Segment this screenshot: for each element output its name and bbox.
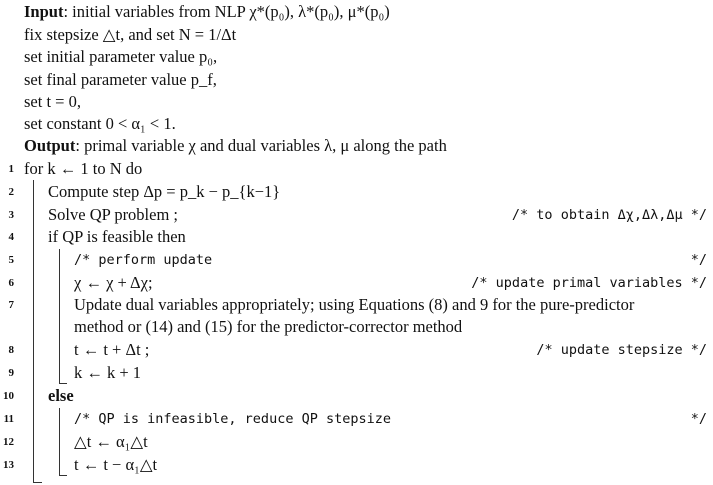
line-text-continued: method or (14) and (15) for the predictor-corrector method xyxy=(74,317,463,336)
pre-line-1 xyxy=(0,24,713,46)
line-number: 2 xyxy=(8,186,14,198)
input-description: : initial variables from NLP χ*(p₀), λ*(p₀), μ*(p₀) xyxy=(63,2,390,21)
line-comment: /* update stepsize */ xyxy=(536,342,707,358)
if-block-bar xyxy=(59,249,60,383)
line-number: 9 xyxy=(8,367,14,379)
algo-line-6 xyxy=(0,272,713,294)
line-text: χ ← χ + Δχ; xyxy=(74,273,153,292)
output-line xyxy=(0,135,713,157)
algo-line-5 xyxy=(0,249,713,271)
if-block-end xyxy=(59,383,67,384)
algo-line-1 xyxy=(0,158,713,180)
else-block-end xyxy=(59,475,67,476)
line-number: 3 xyxy=(8,209,14,221)
line-text: Update dual variables appropriately; using Equations (8) and 9 for the pure-predictor xyxy=(74,295,635,314)
line-number: 10 xyxy=(3,390,14,402)
line-text: if QP is feasible then xyxy=(48,227,186,246)
line-text: △t ← α₁△t xyxy=(74,432,148,451)
pre-line-5 xyxy=(0,113,713,135)
output-label: Output xyxy=(24,136,76,155)
pre-text-5: set constant 0 < α₁ < 1. xyxy=(24,114,176,133)
pre-line-3 xyxy=(0,69,713,91)
algo-line-12 xyxy=(0,431,713,453)
line-text: /* QP is infeasible, reduce QP stepsize xyxy=(74,411,391,427)
line-text: t ← t − α₁△t xyxy=(74,455,158,474)
algo-line-7-cont xyxy=(0,316,713,338)
line-comment: */ xyxy=(690,411,707,427)
line-text: for k ← 1 to N do xyxy=(24,159,143,178)
pre-text-4: set t = 0, xyxy=(24,92,81,111)
pre-text-2: set initial parameter value p₀, xyxy=(24,47,218,66)
algo-line-11 xyxy=(0,408,713,430)
line-text: Compute step Δp = p_k − p_{k−1} xyxy=(48,182,281,201)
input-line xyxy=(0,1,713,23)
line-text: else xyxy=(48,386,74,405)
line-number: 13 xyxy=(3,459,14,471)
line-text: Solve QP problem ; xyxy=(48,205,179,224)
line-text: k ← k + 1 xyxy=(74,363,142,382)
line-comment: */ xyxy=(690,252,707,268)
for-block-end xyxy=(33,482,42,483)
for-block-bar xyxy=(33,180,34,482)
line-number: 1 xyxy=(8,163,14,175)
line-text: /* perform update xyxy=(74,252,213,268)
else-block-bar xyxy=(59,408,60,475)
line-number: 4 xyxy=(8,231,14,243)
algo-line-2 xyxy=(0,181,713,203)
algo-line-8 xyxy=(0,339,713,361)
line-comment: /* update primal variables */ xyxy=(471,275,707,291)
pre-line-2 xyxy=(0,46,713,68)
pre-text-3: set final parameter value p_f, xyxy=(24,70,217,89)
algo-line-10 xyxy=(0,385,713,407)
input-label: Input xyxy=(24,2,64,21)
line-number: 11 xyxy=(3,413,14,425)
line-comment: /* to obtain Δχ,Δλ,Δμ */ xyxy=(511,207,707,223)
pre-line-4 xyxy=(0,91,713,113)
output-text xyxy=(24,135,447,157)
pre-text-1: fix stepsize △t, and set N = 1/Δt xyxy=(24,25,237,44)
line-number: 8 xyxy=(8,344,14,356)
output-description: : primal variable χ and dual variables λ, μ along the path xyxy=(75,136,447,155)
line-number: 12 xyxy=(3,436,14,448)
algo-line-7 xyxy=(0,294,713,316)
line-text: t ← t + Δt ; xyxy=(74,340,150,359)
algo-line-9 xyxy=(0,362,713,384)
line-number: 5 xyxy=(8,254,14,266)
input-text xyxy=(24,1,390,23)
algo-line-4 xyxy=(0,226,713,248)
algo-line-3 xyxy=(0,204,713,226)
line-number: 7 xyxy=(8,299,14,311)
line-number: 6 xyxy=(8,277,14,289)
algo-line-13 xyxy=(0,454,713,476)
